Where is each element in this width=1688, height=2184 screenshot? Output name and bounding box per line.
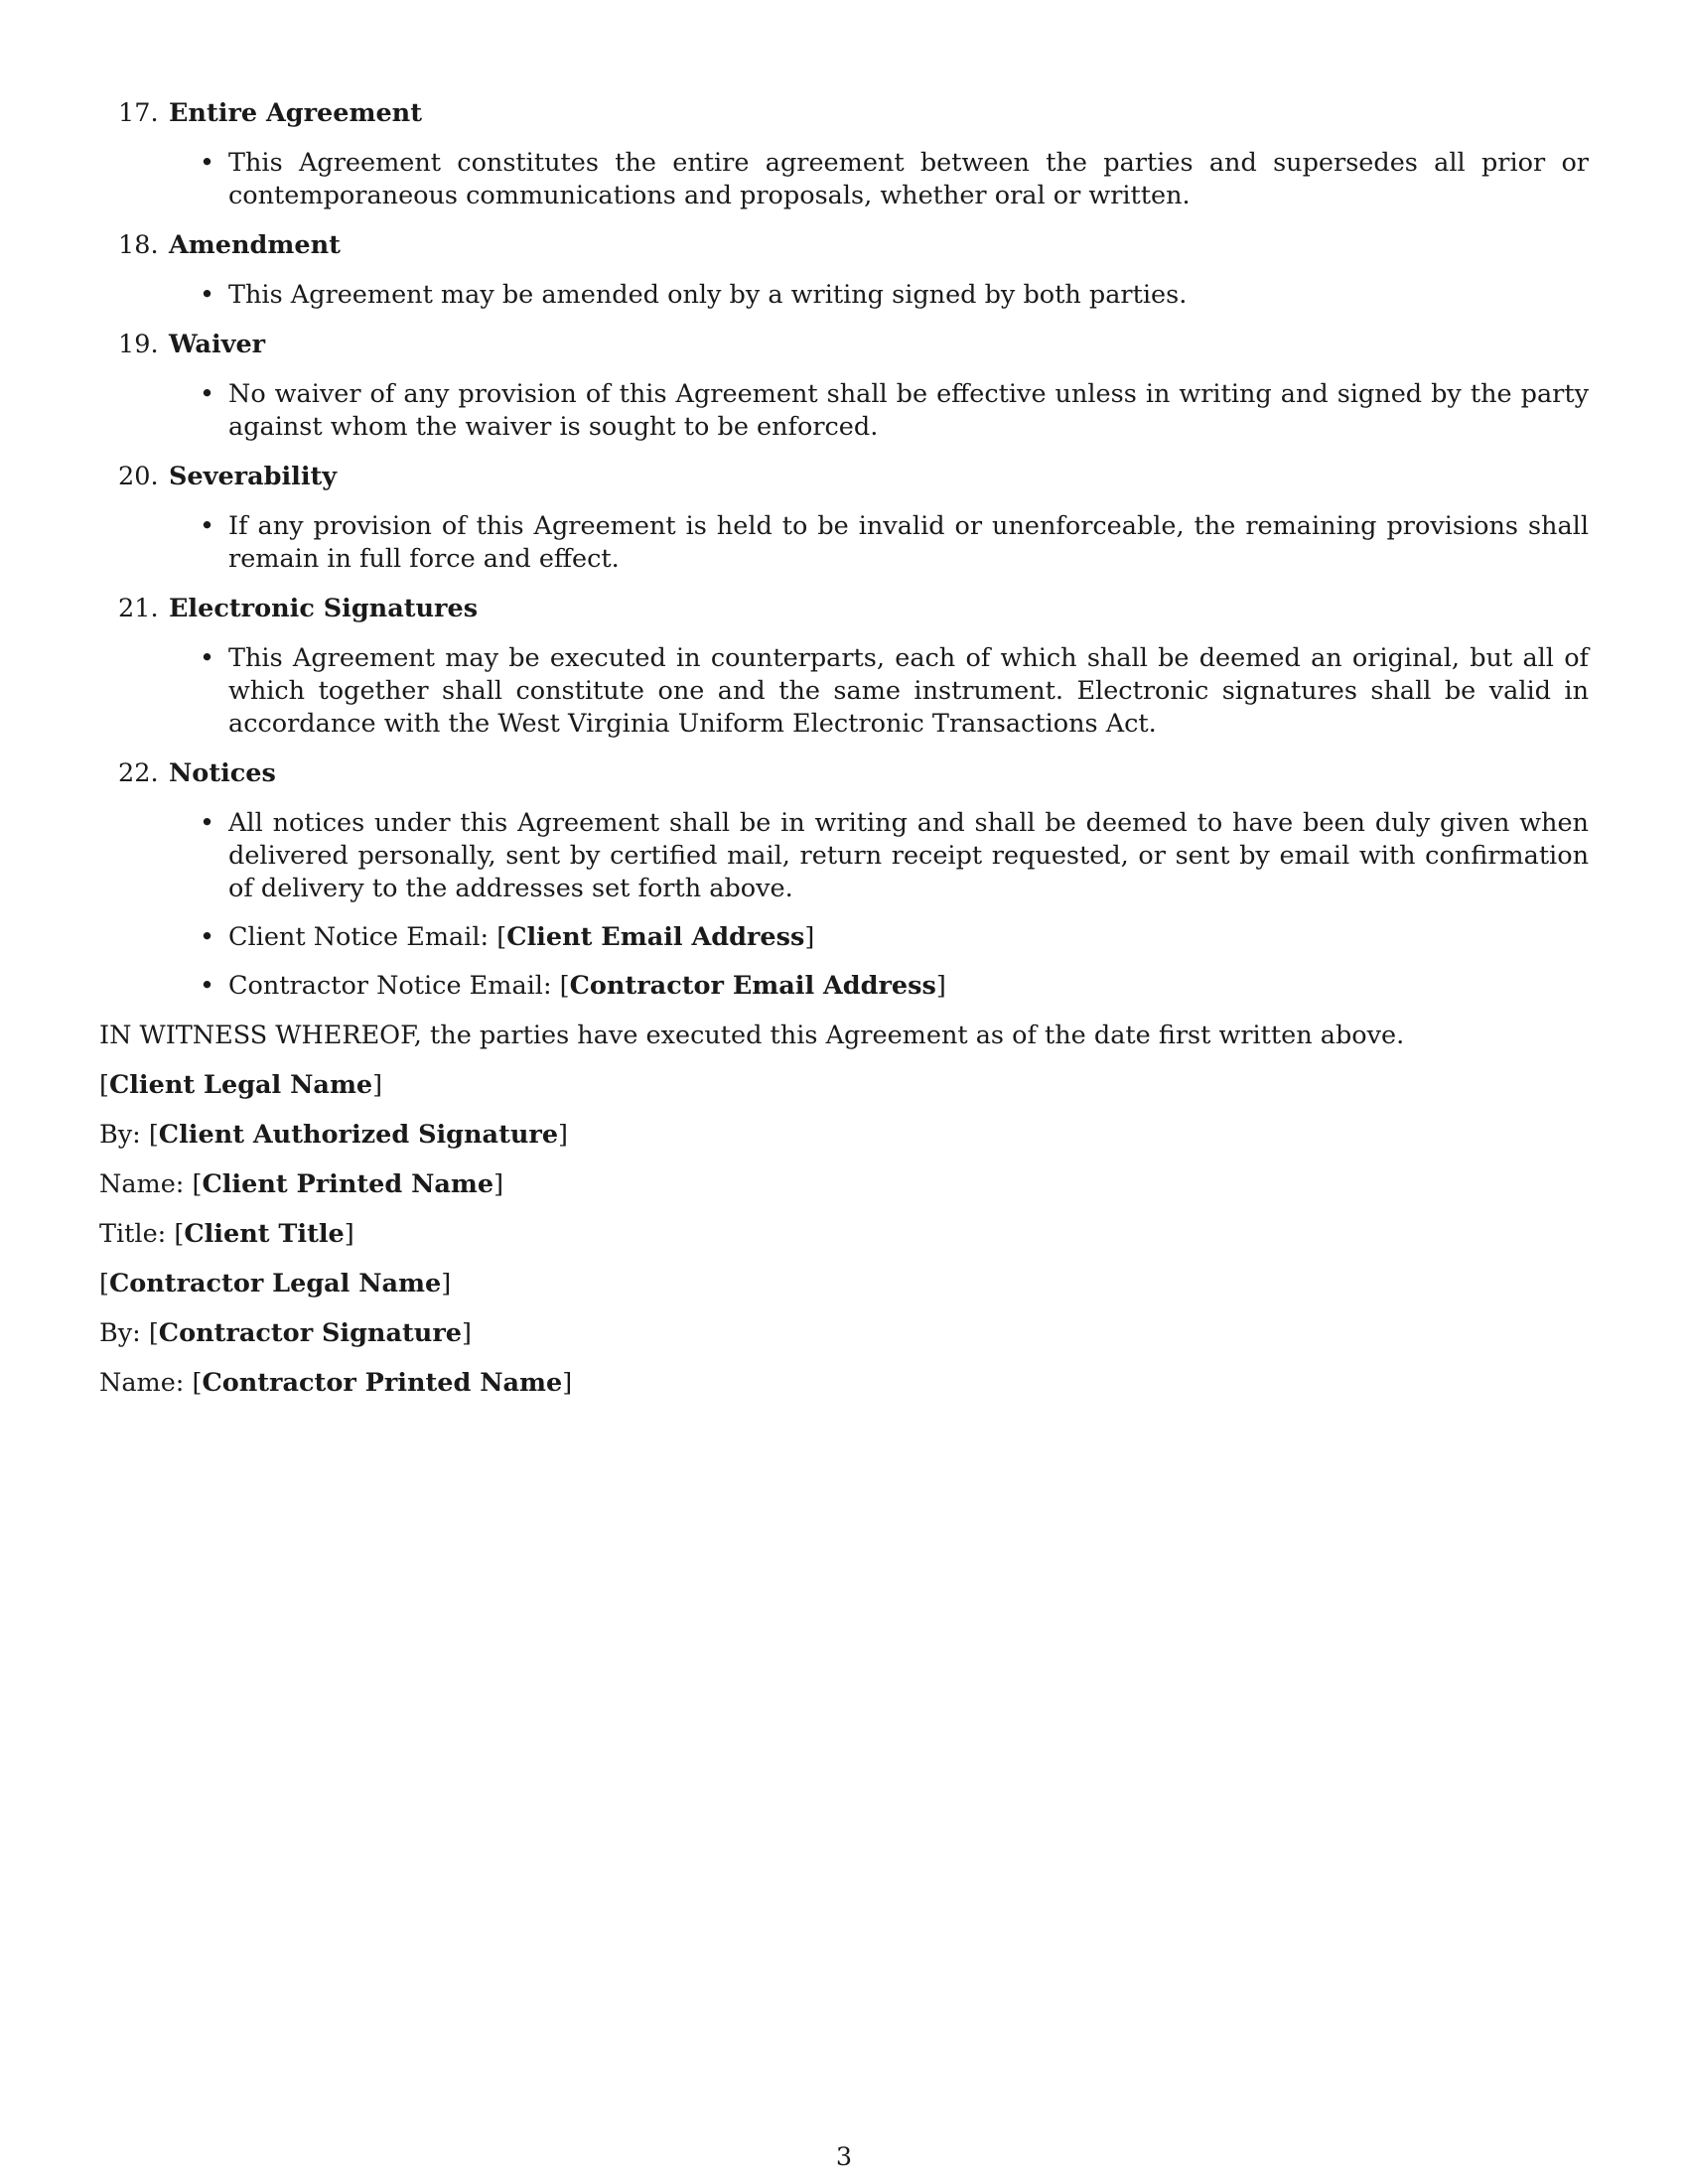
- section-bullets: [99, 147, 1589, 212]
- section-number: 22.: [118, 758, 159, 788]
- bullet-icon: •: [200, 643, 215, 673]
- list-item: [99, 642, 1589, 741]
- client-legal-name: Client Legal Name: [108, 1070, 373, 1100]
- client-title-label: Title:: [99, 1219, 175, 1249]
- bullet-icon: •: [200, 808, 215, 838]
- list-item: [99, 807, 1589, 905]
- section-severability: [99, 461, 1589, 576]
- section-heading: [99, 757, 1589, 790]
- contractor-notice-email: • Contractor Notice Email: [Contractor Email Address]: [200, 971, 946, 1001]
- bullet-icon: •: [200, 379, 215, 409]
- section-bullets: [99, 378, 1589, 444]
- list-item: [99, 378, 1589, 444]
- client-name-line: Name: [Client Printed Name]: [99, 1169, 504, 1199]
- list-item: [99, 147, 1589, 212]
- client-by-label: By:: [99, 1120, 149, 1150]
- section-title: Amendment: [169, 230, 341, 260]
- contractor-legal-name-line: [Contractor Legal Name]: [99, 1269, 452, 1298]
- contractor-printed-name: Contractor Printed Name: [202, 1368, 563, 1398]
- section-heading: [99, 229, 1589, 262]
- contractor-name-label: Name:: [99, 1368, 193, 1398]
- bullet-text: This Agreement may be executed in counterparts, each of which shall be deemed an original, but all of which together shall constitute one and the same instrument. Electronic signatures shall be valid in accordance with the West Virginia Uniform Electronic Transactions Act.: [228, 643, 1589, 739]
- section-bullets: [99, 807, 1589, 1003]
- section-number: 20.: [118, 462, 159, 491]
- section-number: 17.: [118, 98, 159, 128]
- bullet-text: All notices under this Agreement shall be in writing and shall be deemed to have been duly given when delivered personally, sent by certified mail, return receipt requested, or sent by email with confirmation of delivery to the addresses set forth above.: [228, 808, 1589, 903]
- client-notice-email: • Client Notice Email: [Client Email Address]: [200, 922, 815, 952]
- bullet-icon: •: [200, 280, 215, 310]
- section-notices: [99, 757, 1589, 1003]
- contractor-legal-name: Contractor Legal Name: [108, 1269, 442, 1298]
- contractor-email-placeholder: Contractor Email Address: [569, 971, 936, 1001]
- client-printed-name: Client Printed Name: [202, 1169, 494, 1199]
- client-name-label: Name:: [99, 1169, 193, 1199]
- section-electronic-signatures: [99, 593, 1589, 741]
- section-title: Waiver: [169, 330, 266, 359]
- contractor-email-label: Contractor Notice Email:: [228, 971, 560, 1001]
- list-item: [99, 279, 1589, 312]
- section-number: 21.: [118, 594, 159, 623]
- section-waiver: [99, 329, 1589, 444]
- client-title-line: Title: [Client Title]: [99, 1219, 354, 1249]
- section-number: 19.: [118, 330, 159, 359]
- client-title: Client Title: [184, 1219, 345, 1249]
- client-signature: Client Authorized Signature: [158, 1120, 559, 1150]
- client-by-line: By: [Client Authorized Signature]: [99, 1120, 568, 1150]
- contractor-by-label: By:: [99, 1318, 149, 1348]
- bullet-icon: •: [200, 922, 215, 952]
- bullet-icon: •: [200, 148, 215, 178]
- section-heading: [99, 461, 1589, 493]
- contractor-name-line: Name: [Contractor Printed Name]: [99, 1368, 573, 1398]
- witness-clause: IN WITNESS WHEREOF, the parties have executed this Agreement as of the date first written above.: [99, 1021, 1405, 1050]
- section-heading: [99, 97, 1589, 130]
- bullet-icon: •: [200, 511, 215, 541]
- contractor-signature: Contractor Signature: [158, 1318, 462, 1348]
- section-amendment: [99, 229, 1589, 312]
- section-title: Severability: [169, 462, 338, 491]
- bullet-text: This Agreement may be amended only by a writing signed by both parties.: [228, 280, 1188, 310]
- bullet-text: This Agreement constitutes the entire agreement between the parties and supersedes all prior or contemporaneous communications and proposals, whether oral or written.: [228, 148, 1589, 210]
- document-page: [99, 97, 1589, 1417]
- section-bullets: [99, 642, 1589, 741]
- section-title: Notices: [169, 758, 276, 788]
- bullet-text: No waiver of any provision of this Agreement shall be effective unless in writing and signed by the party against whom the waiver is sought to be enforced.: [228, 379, 1589, 442]
- client-email-label: Client Notice Email:: [228, 922, 497, 952]
- section-heading: [99, 329, 1589, 361]
- bullet-text: If any provision of this Agreement is held to be invalid or unenforceable, the remaining provisions shall remain in full force and effect.: [228, 511, 1589, 574]
- client-legal-name-line: [Client Legal Name]: [99, 1070, 383, 1100]
- section-entire-agreement: [99, 97, 1589, 212]
- client-email-placeholder: Client Email Address: [506, 922, 805, 952]
- section-bullets: [99, 279, 1589, 312]
- section-heading: [99, 593, 1589, 625]
- list-item: [99, 510, 1589, 576]
- page-number: 3: [835, 2142, 853, 2172]
- bullet-icon: •: [200, 971, 215, 1001]
- contractor-by-line: By: [Contractor Signature]: [99, 1318, 472, 1348]
- section-number: 18.: [118, 230, 159, 260]
- section-title: Electronic Signatures: [169, 594, 479, 623]
- section-title: Entire Agreement: [169, 98, 422, 128]
- section-bullets: [99, 510, 1589, 576]
